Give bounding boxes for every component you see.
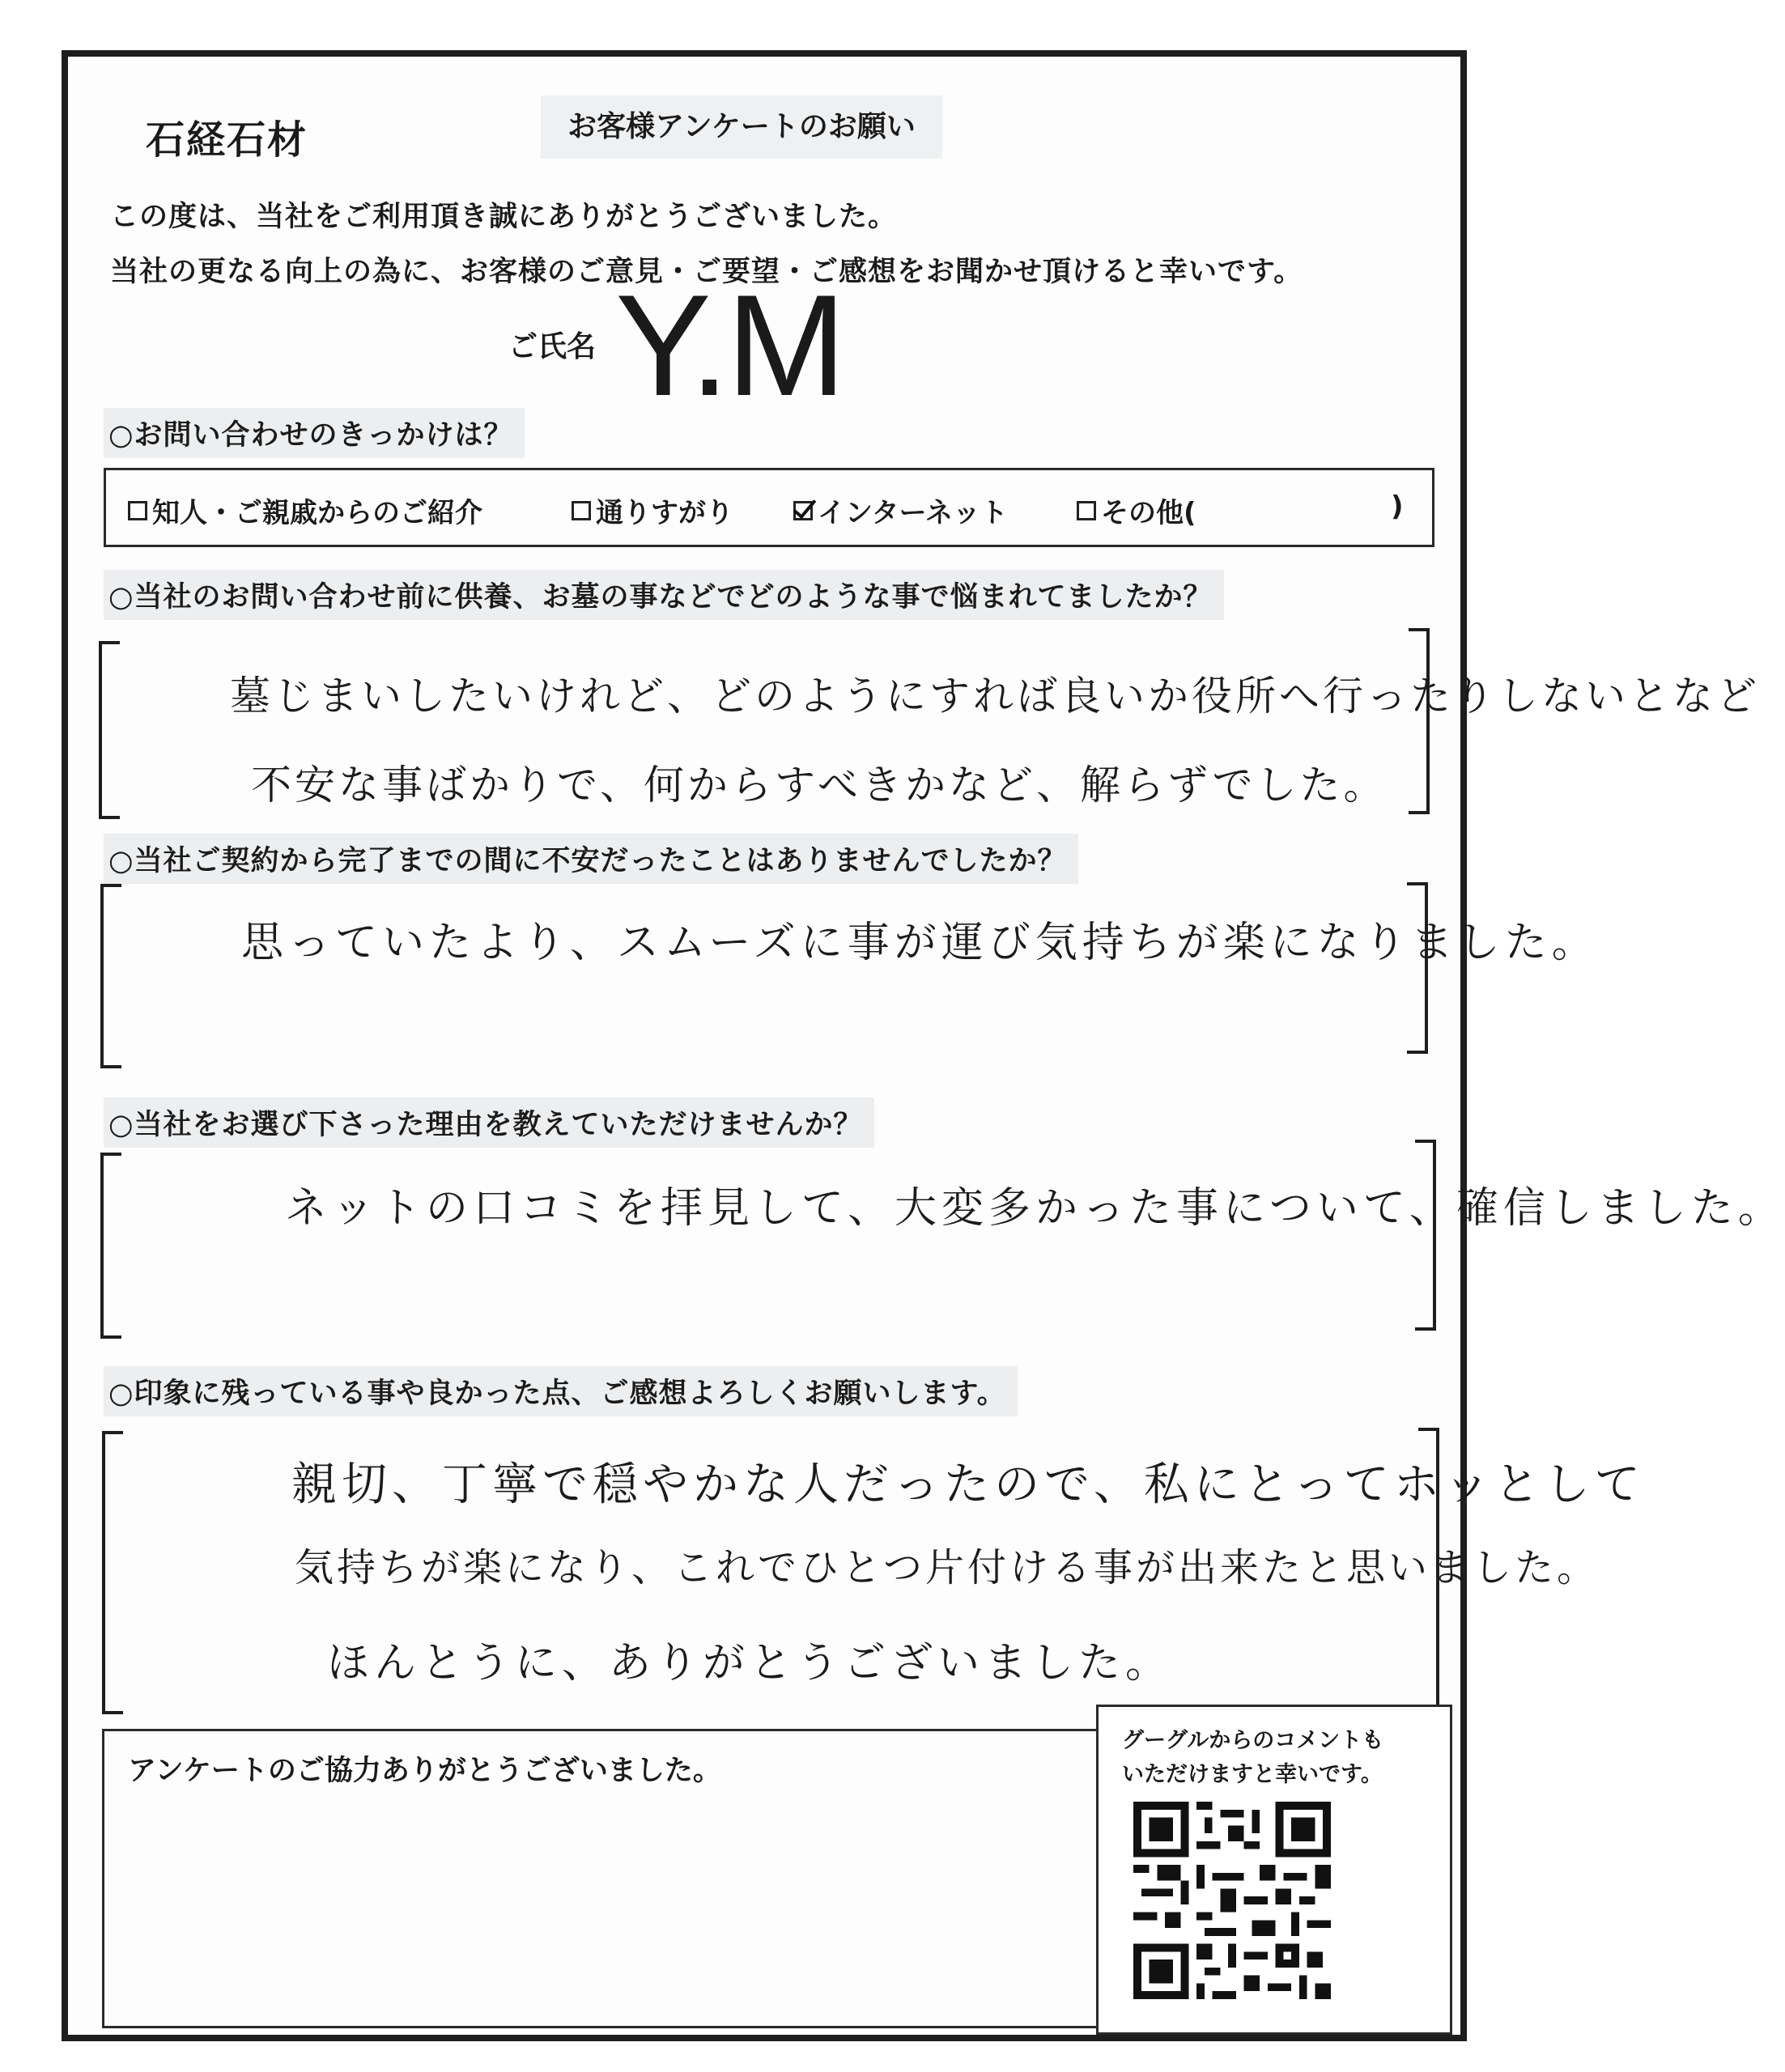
question-1-label: ○お問い合わせのきっかけは？ bbox=[104, 408, 525, 458]
answer-5-line-2[interactable]: 気持ちが楽になり、これでひとつ片付ける事が出来たと思いました。 bbox=[295, 1545, 1600, 1590]
checkbox-other[interactable] bbox=[1077, 501, 1096, 520]
name-label: ご氏名 bbox=[508, 330, 597, 363]
question-2-label: ○当社のお問い合わせ前に供養、お墓の事などでどのような事で悩まれてましたか？ bbox=[104, 570, 1224, 620]
answer-2-line-1[interactable]: 墓じまいしたいけれど、どのようにすれば良いか役所へ行ったりしないとなど bbox=[230, 673, 1760, 720]
checkbox-passing-by[interactable] bbox=[572, 501, 591, 520]
thanks-message: アンケートのご協力ありがとうございました。 bbox=[128, 1755, 721, 1787]
option-passing-by[interactable] bbox=[572, 490, 733, 530]
answer-4-bracket-left bbox=[100, 1153, 121, 1339]
option-internet[interactable] bbox=[793, 490, 1008, 530]
option-referral[interactable] bbox=[128, 490, 482, 530]
survey-title: お客様アンケートのお願い bbox=[541, 96, 942, 159]
option-passing-by-label: 通りすがり bbox=[596, 497, 733, 529]
name-value: Y.M bbox=[615, 265, 844, 426]
company-name: 石経石材 bbox=[146, 117, 308, 163]
question-3-label: ○当社ご契約から完了までの間に不安だったことはありませんでしたか？ bbox=[104, 834, 1078, 884]
answer-3-bracket-left bbox=[100, 884, 121, 1068]
answer-5-line-3[interactable]: ほんとうに、ありがとうございました。 bbox=[327, 1639, 1173, 1688]
answer-2-line-2[interactable]: 不安な事ばかりで、何からすべきかなど、解らずでした。 bbox=[251, 762, 1388, 809]
qr-note-line-1: グーグルからのコメントも bbox=[1122, 1728, 1384, 1753]
qr-note-line-2: いただけますと幸いです。 bbox=[1122, 1762, 1383, 1787]
answer-3-line-1[interactable]: 思っていたより、スムーズに事が運び気持ちが楽になりました。 bbox=[241, 919, 1599, 967]
question-4-label: ○当社をお選び下さった理由を教えていただけませんか？ bbox=[104, 1098, 874, 1148]
qr-note bbox=[1122, 1724, 1430, 1792]
option-other-close-paren: ) bbox=[1391, 490, 1404, 523]
option-referral-label: 知人・ご親戚からのご紹介 bbox=[152, 497, 482, 529]
option-internet-label: インターネット bbox=[818, 497, 1008, 529]
answer-5-bracket-left bbox=[102, 1431, 123, 1714]
checkbox-referral[interactable] bbox=[128, 501, 147, 520]
answer-5-line-1[interactable]: 親切、丁寧で穏やかな人だったので、私にとってホッとして bbox=[291, 1458, 1645, 1511]
intro-line-2: 当社の更なる向上の為に、お客様のご意見・ご要望・ご感想をお聞かせ頂けると幸いです。 bbox=[110, 256, 1303, 288]
option-other[interactable] bbox=[1077, 490, 1196, 530]
intro-line-1: この度は、当社をご利用頂き誠にありがとうございました。 bbox=[110, 201, 898, 233]
question-5-label: ○印象に残っている事や良かった点、ご感想よろしくお願いします。 bbox=[104, 1366, 1018, 1416]
answer-4-bracket-right bbox=[1415, 1140, 1436, 1331]
answer-2-bracket-left bbox=[99, 641, 120, 819]
qr-code-icon[interactable] bbox=[1133, 1802, 1331, 1999]
option-other-label: その他( bbox=[1101, 497, 1196, 529]
answer-4-line-1[interactable]: ネットの口コミを拝見して、大変多かった事について、確信しました。 bbox=[285, 1184, 1785, 1233]
checkbox-internet-checked[interactable] bbox=[793, 501, 813, 520]
